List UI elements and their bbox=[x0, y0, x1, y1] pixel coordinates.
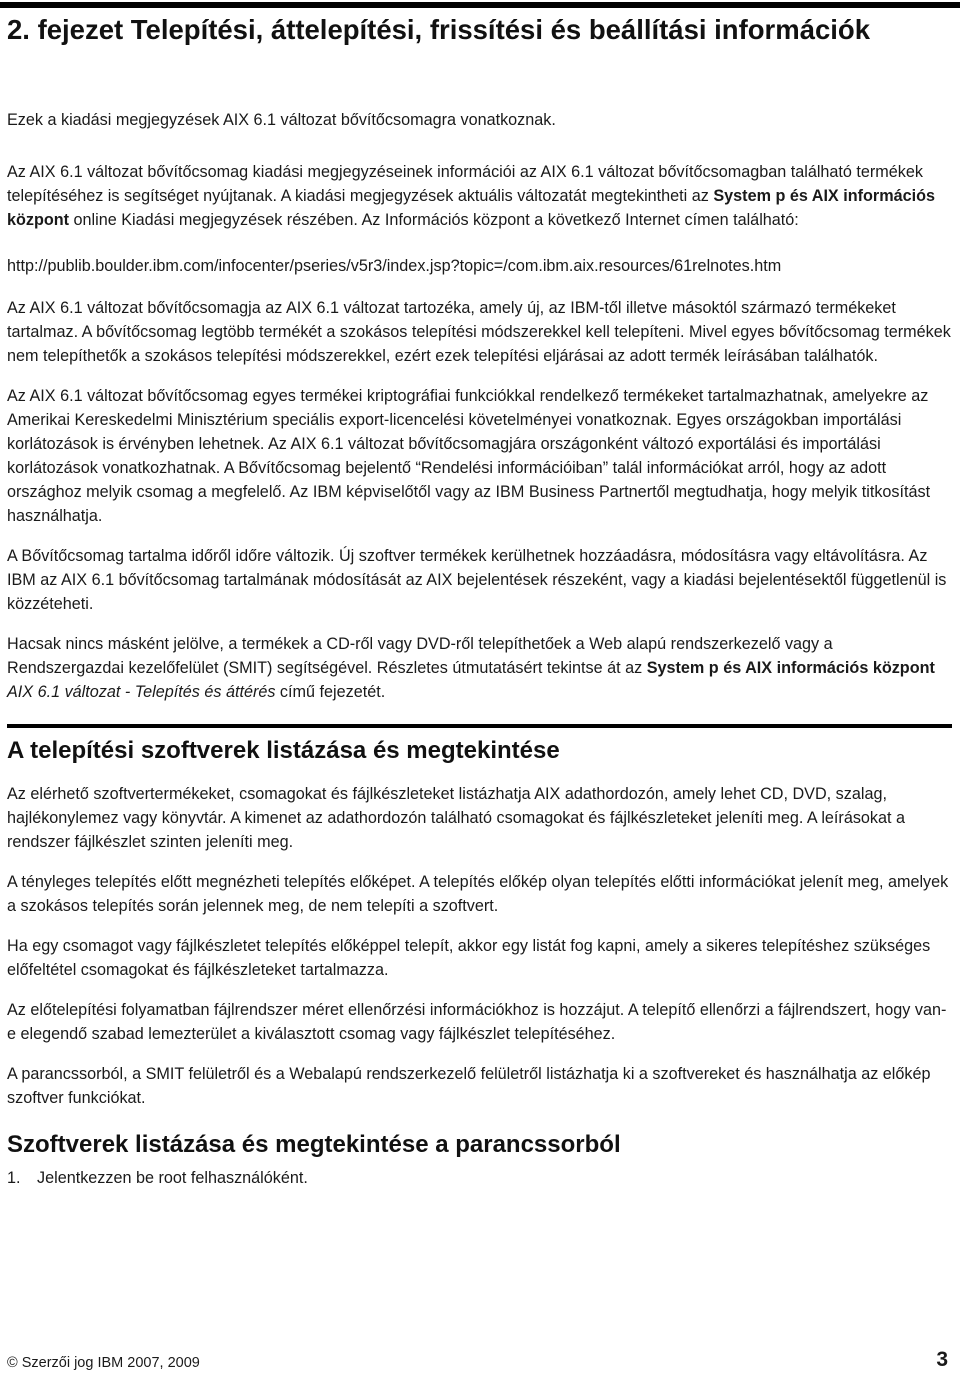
top-rule bbox=[0, 2, 960, 8]
chapter-reference: AIX 6.1 változat - Telepítés és áttérés bbox=[7, 683, 276, 701]
paragraph-release-notes-text-end: online Kiadási megjegyzések részében. Az Információs központ a következő Internet címen található: bbox=[69, 211, 799, 229]
section-paragraph-1: Az elérhető szoftvertermékeket, csomagokat és fájlkészleteket listázhatja AIX adathordozón, amely lehet CD, DVD, szalag, hajlékonylemez vagy könyvtár. A kimenet az adathordozón található csomagokat és fájlkészleteket jeleníti meg. A leírásokat a rendszer fájlkészlet szinten jeleníti meg. bbox=[7, 785, 906, 851]
step-text: Jelentkezzen be root felhasználóként. bbox=[37, 1169, 308, 1187]
paragraph-release-notes-text: Az AIX 6.1 változat bővítőcsomag kiadási megjegyzéseinek információi az AIX 6.1 változat bővítőcsomagban található termékek telepítéséhez is segítséget nyújtanak. A kiadási megjegyzések aktuális változatát megtekintheti az bbox=[7, 163, 923, 205]
paragraph-install-methods-end: című fejezetét. bbox=[275, 683, 386, 701]
step-number: 1. bbox=[7, 1169, 21, 1187]
page-content bbox=[7, 108, 952, 1190]
page-number: 3 bbox=[936, 1348, 948, 1371]
paragraph-install-methods-text: Hacsak nincs másként jelölve, a termékek a CD-ről vagy DVD-ről telepíthetőek a Web alapú rendszerkezelő vagy a Rendszergazdai kezelőfelület (SMIT) segítségével. Részletes útmutatásért tekintse át az bbox=[7, 635, 833, 677]
subsection-title: Szoftverek listázása és megtekintése a parancssorból bbox=[7, 1131, 621, 1158]
infocenter-url: http://publib.boulder.ibm.com/infocenter/pseries/v5r3/index.jsp?topic=/com.ibm.aix.resources/61relnotes.htm bbox=[7, 257, 782, 275]
infocenter-name: System p és AIX információs központ bbox=[7, 187, 935, 229]
page-footer bbox=[7, 1348, 948, 1376]
section-paragraph-2: A tényleges telepítés előtt megnézheti telepítés előképet. A telepítés előkép olyan telepítés előtti információkat jelenít meg, amelyek a szokásos telepítés során jelennek meg, de nem telepíti a szoftvert. bbox=[7, 873, 949, 915]
step-item bbox=[7, 1166, 952, 1190]
paragraph-expansion-pack: Az AIX 6.1 változat bővítőcsomagja az AIX 6.1 változat tartozéka, amely új, az IBM-től illetve másoktól származó termékeket tartalmaz. A bővítőcsomag legtöbb termékét a szokásos telepítési módszerekkel kell telepíteni. Mivel egyes bővítőcsomag termékek nem telepíthetők a szokásos telepítési módszerekkel, ezért ezek telepítési eljárásai az adott termék leírásában találhatók. bbox=[7, 299, 951, 365]
section-paragraph-4: Az előtelepítési folyamatban fájlrendszer méret ellenőrzési információkhoz is hozzájut. A telepítő ellenőrzi a fájlrendszert, hogy van-e elegendő szabad lemezterület a kiválasztott csomag vagy fájlkészlet telepítéséhez. bbox=[7, 1001, 947, 1043]
infocenter-name-2: System p és AIX információs központ bbox=[646, 659, 935, 677]
copyright-notice: © Szerzői jog IBM 2007, 2009 bbox=[7, 1355, 200, 1371]
paragraph-intro: Ezek a kiadási megjegyzések AIX 6.1 változat bővítőcsomagra vonatkoznak. bbox=[7, 111, 556, 129]
paragraph-content-changes: A Bővítőcsomag tartalma időről időre változik. Új szoftver termékek kerülhetnek hozzáadásra, módosításra vagy eltávolításra. Az IBM az AIX 6.1 bővítőcsomag tartalmának módosítását az AIX bejelentések részeként, vagy a kiadási bejelentésektől függetlenül is közzéteheti. bbox=[7, 547, 947, 613]
section-title: A telepítési szoftverek listázása és megtekintése bbox=[7, 724, 952, 766]
paragraph-crypto: Az AIX 6.1 változat bővítőcsomag egyes termékei kriptográfiai funkciókkal rendelkező termékeket tartalmazhatnak, amelyekre az Amerikai Kereskedelmi Minisztérium speciális export-licencelési követelményei vonatkoznak. Egyes országokban importálási korlátozások is érvényben lehetnek. Az AIX 6.1 változat bővítőcsomagjára országonként változó exportálási és importálási korlátozások vonatkozhatnak. A Bővítőcsomag bejelentő “Rendelési információiban” talál információkat arról, hogy az adott országhoz melyik csomag a megfelelő. Az IBM képviselőtől vagy az IBM Business Partnertől megtudhatja, hogy melyik titkosítást használhatja. bbox=[7, 387, 931, 525]
paragraph-install-methods bbox=[7, 632, 952, 704]
section-paragraph-5: A parancssorból, a SMIT felületről és a Webalapú rendszerkezelő felületről listázhatja ki a szoftvereket és használhatja az előkép szoftver funkciókat. bbox=[7, 1065, 931, 1107]
section-paragraph-3: Ha egy csomagot vagy fájlkészletet telepítés előképpel telepít, akkor egy listát fog kapni, amely a sikeres telepítéshez szükséges előfeltétel csomagokat és fájlkészleteket tartalmazza. bbox=[7, 937, 931, 979]
chapter-title: 2. fejezet Telepítési, áttelepítési, frissítési és beállítási információk bbox=[7, 14, 871, 45]
paragraph-release-notes bbox=[7, 160, 952, 232]
